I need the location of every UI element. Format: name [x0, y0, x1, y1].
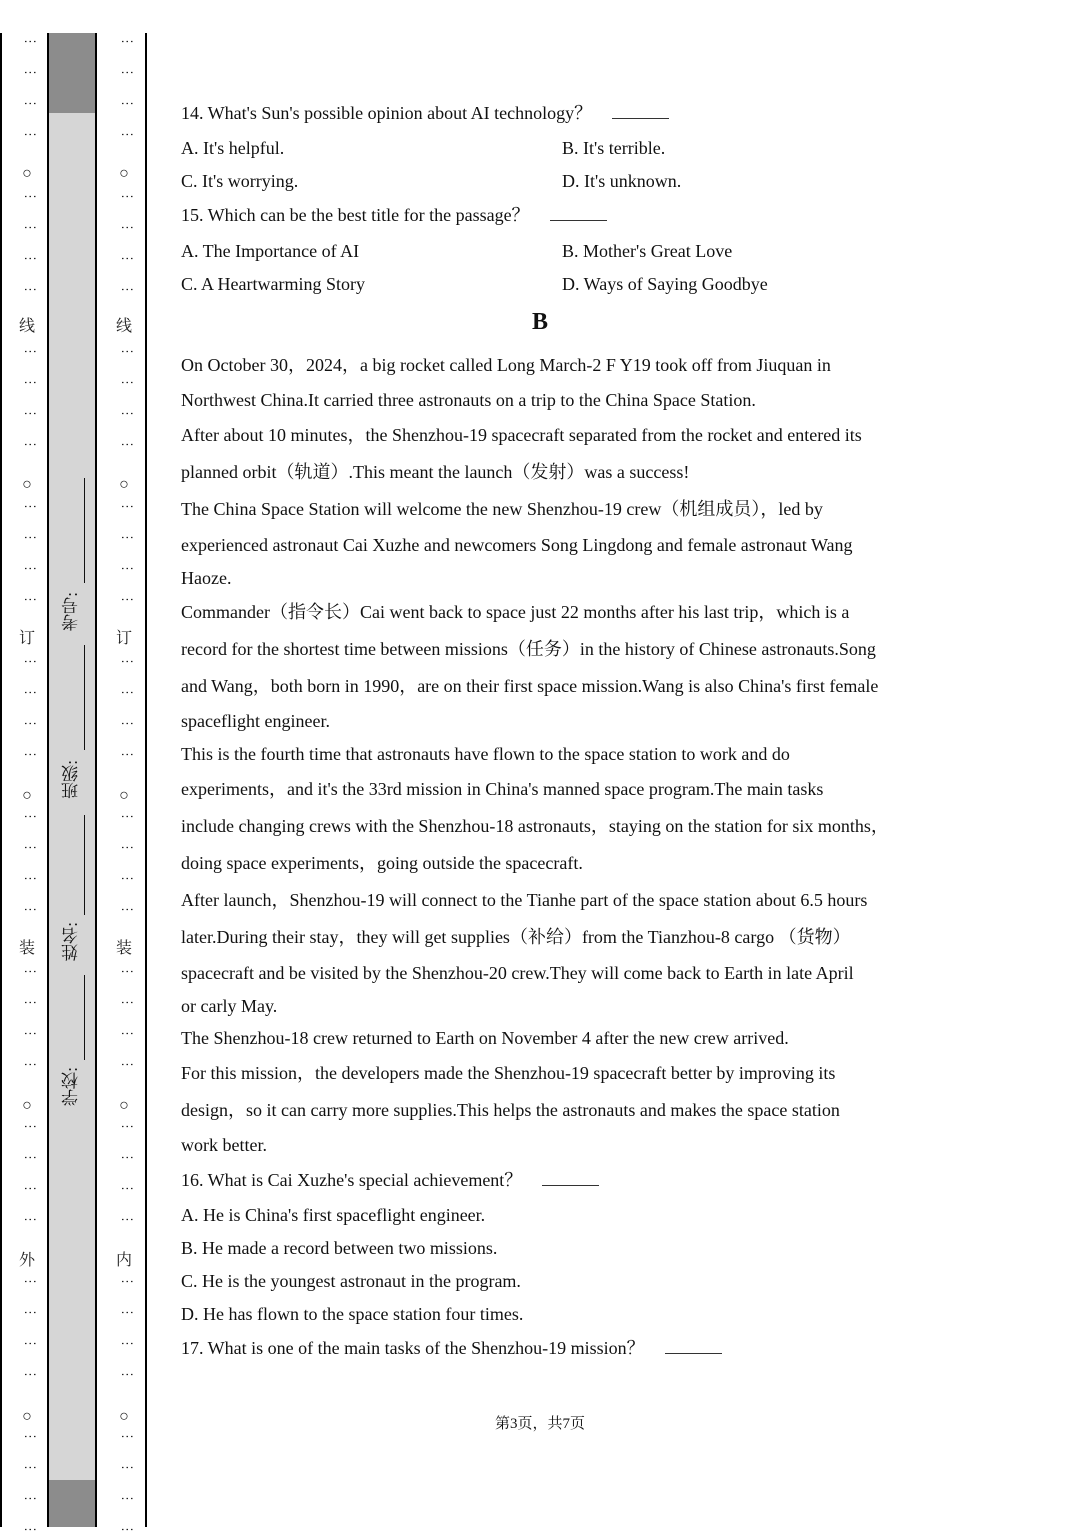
page-footer: 第3页，共7页	[494, 1416, 585, 1432]
cut-line-dots: ⋮	[23, 283, 38, 294]
cut-line-dots: ⋮	[23, 438, 38, 449]
cut-line-dots: ⋮	[23, 66, 38, 77]
outer-label: 线	[18, 318, 35, 335]
cut-line-dots: ⋮	[120, 841, 135, 852]
passage-line: work better.	[181, 1135, 267, 1155]
binding-hole-icon: ○	[114, 787, 134, 805]
binding-hole-icon: ○	[114, 1408, 134, 1426]
passage-line: design，so it can carry more supplies.This helps the astronauts and makes the space station	[181, 1100, 840, 1120]
cut-line-dots: ⋮	[120, 1337, 135, 1348]
cut-line-dots: ⋮	[23, 407, 38, 418]
inner-label: 线	[115, 318, 132, 335]
cut-line-dots: ⋮	[120, 965, 135, 976]
cut-line-dots: ⋮	[120, 903, 135, 914]
cut-line-dots: ⋮	[23, 1337, 38, 1348]
question-16	[181, 1169, 599, 1191]
cut-line-dots: ⋮	[120, 1182, 135, 1193]
band-top-block	[49, 33, 95, 113]
cut-line-dots: ⋮	[23, 965, 38, 976]
passage-line: spacecraft and be visited by the Shenzhou-20 crew.They will come back to Earth in late April	[181, 963, 854, 983]
cut-line-dots: ⋮	[23, 1461, 38, 1472]
answer-blank-17[interactable]	[665, 1339, 722, 1354]
option-15b: B. Mother's Great Love	[562, 241, 733, 261]
band-bottom-block	[49, 1480, 95, 1527]
cut-line-dots: ⋮	[23, 748, 38, 759]
passage-line: and Wang，both born in 1990，are on their first space mission.Wang is also China's first female	[181, 676, 879, 696]
option-14c: C. It's worrying.	[181, 171, 299, 191]
inner-label: 装	[115, 940, 132, 957]
margin-outer-border	[0, 33, 2, 1527]
binding-hole-icon: ○	[114, 1097, 134, 1115]
inner-label: 内	[115, 1252, 132, 1269]
cut-line-dots: ⋮	[120, 376, 135, 387]
question-15	[181, 204, 607, 226]
cut-line-dots: ⋮	[23, 1182, 38, 1193]
school-input-line[interactable]	[84, 975, 85, 1060]
cut-line-dots: ⋮	[23, 1213, 38, 1224]
cut-line-dots: ⋮	[23, 717, 38, 728]
cut-line-dots: ⋮	[23, 872, 38, 883]
cut-line-dots: ⋮	[120, 345, 135, 356]
passage-line: After launch，Shenzhou-19 will connect to the Tianhe part of the space station about 6.5 hours	[181, 890, 868, 910]
cut-line-dots: ⋮	[120, 252, 135, 263]
option-16c: C. He is the youngest astronaut in the program.	[181, 1271, 521, 1291]
question-17	[181, 1337, 722, 1359]
cut-line-dots: ⋮	[120, 407, 135, 418]
cut-line-dots: ⋮	[120, 1368, 135, 1379]
name-input-line[interactable]	[84, 815, 85, 915]
margin-inner-border	[145, 33, 147, 1527]
cut-line-dots: ⋮	[120, 1275, 135, 1286]
passage-line: experiments，and it's the 33rd mission in China's manned space program.The main tasks	[181, 779, 824, 799]
cut-line-dots: ⋮	[23, 1120, 38, 1131]
question-16-text: 16. What is Cai Xuzhe's special achievement？	[181, 1170, 523, 1190]
answer-blank-14[interactable]	[612, 104, 669, 119]
passage-line: include changing crews with the Shenzhou-18 astronauts，staying on the station for six months，	[181, 816, 889, 836]
cut-line-dots: ⋮	[23, 190, 38, 201]
passage-line: After about 10 minutes，the Shenzhou-19 spacecraft separated from the rocket and entered its	[181, 425, 862, 445]
cut-line-dots: ⋮	[23, 97, 38, 108]
outer-label: 装	[18, 940, 35, 957]
passage-line: The China Space Station will welcome the new Shenzhou-19 crew（机组成员），led by	[181, 499, 823, 519]
field-school: 学校:	[62, 1067, 81, 1106]
cut-line-dots: ⋮	[120, 562, 135, 573]
question-15-text: 15. Which can be the best title for the passage？	[181, 205, 530, 225]
option-14a: A. It's helpful.	[181, 138, 285, 158]
cut-line-dots: ⋮	[23, 1492, 38, 1503]
inner-cut-line	[114, 33, 135, 1534]
binding-hole-icon: ○	[17, 1097, 37, 1115]
option-14d: D. It's unknown.	[562, 171, 682, 191]
cut-line-dots: ⋮	[120, 1523, 135, 1534]
cut-line-dots: ⋮	[23, 35, 38, 46]
cut-line-dots: ⋮	[23, 1523, 38, 1534]
answer-blank-15[interactable]	[550, 206, 607, 221]
binding-hole-icon: ○	[17, 165, 37, 183]
cut-line-dots: ⋮	[120, 97, 135, 108]
cut-line-dots: ⋮	[120, 190, 135, 201]
passage-line: Haoze.	[181, 568, 232, 588]
cut-line-dots: ⋮	[120, 66, 135, 77]
cut-line-dots: ⋮	[120, 996, 135, 1007]
cut-line-dots: ⋮	[23, 903, 38, 914]
outer-cut-line	[17, 33, 38, 1534]
cut-line-dots: ⋮	[120, 1461, 135, 1472]
field-exam-number: 考号:	[62, 592, 81, 631]
answer-blank-16[interactable]	[542, 1171, 599, 1186]
passage-line: Northwest China.It carried three astronauts on a trip to the China Space Station.	[181, 390, 756, 410]
passage-line: doing space experiments，going outside the spacecraft.	[181, 853, 583, 873]
passage-line: spaceflight engineer.	[181, 711, 330, 731]
passage-line: or carly May.	[181, 996, 278, 1016]
question-14-text: 14. What's Sun's possible opinion about AI technology？	[181, 103, 593, 123]
passage-line: Commander（指令长）Cai went back to space just 22 months after his last trip，which is a	[181, 602, 850, 622]
option-16a: A. He is China's first spaceflight engineer.	[181, 1205, 486, 1225]
option-15c: C. A Heartwarming Story	[181, 274, 365, 294]
cut-line-dots: ⋮	[120, 1306, 135, 1317]
cut-line-dots: ⋮	[23, 810, 38, 821]
cut-line-dots: ⋮	[120, 1058, 135, 1069]
cut-line-dots: ⋮	[120, 438, 135, 449]
inner-label: 订	[115, 630, 132, 647]
cut-line-dots: ⋮	[23, 252, 38, 263]
binding-hole-icon: ○	[114, 476, 134, 494]
binding-hole-icon: ○	[17, 476, 37, 494]
cut-line-dots: ⋮	[23, 345, 38, 356]
cut-line-dots: ⋮	[120, 593, 135, 604]
cut-line-dots: ⋮	[23, 1151, 38, 1162]
cut-line-dots: ⋮	[23, 655, 38, 666]
cut-line-dots: ⋮	[120, 1027, 135, 1038]
section-title: B	[531, 309, 548, 335]
option-15a: A. The Importance of AI	[181, 241, 360, 261]
binding-hole-icon: ○	[17, 787, 37, 805]
cut-line-dots: ⋮	[120, 717, 135, 728]
passage-line: experienced astronaut Cai Xuzhe and newcomers Song Lingdong and female astronaut Wang	[181, 535, 853, 555]
outer-label: 订	[18, 630, 35, 647]
cut-line-dots: ⋮	[120, 1430, 135, 1441]
binding-hole-icon: ○	[114, 165, 134, 183]
passage-line: On October 30，2024，a big rocket called Long March-2 F Y19 took off from Jiuquan in	[181, 355, 831, 375]
cut-line-dots: ⋮	[23, 593, 38, 604]
cut-line-dots: ⋮	[120, 872, 135, 883]
cut-line-dots: ⋮	[120, 655, 135, 666]
cut-line-dots: ⋮	[120, 221, 135, 232]
outer-label: 外	[18, 1252, 35, 1269]
option-16b: B. He made a record between two missions.	[181, 1238, 498, 1258]
cut-line-dots: ⋮	[23, 1058, 38, 1069]
cut-line-dots: ⋮	[23, 1430, 38, 1441]
cut-line-dots: ⋮	[23, 1306, 38, 1317]
question-14	[181, 102, 669, 124]
field-name: 姓名:	[62, 922, 81, 961]
passage-line: The Shenzhou-18 crew returned to Earth on November 4 after the new crew arrived.	[181, 1028, 789, 1048]
cut-line-dots: ⋮	[23, 531, 38, 542]
cut-line-dots: ⋮	[23, 1275, 38, 1286]
cut-line-dots: ⋮	[120, 1492, 135, 1503]
cut-line-dots: ⋮	[23, 996, 38, 1007]
cut-line-dots: ⋮	[23, 221, 38, 232]
cut-line-dots: ⋮	[120, 810, 135, 821]
cut-line-dots: ⋮	[120, 35, 135, 46]
field-class: 班级:	[62, 760, 81, 799]
passage-line: record for the shortest time between missions（任务）in the history of Chinese astronauts.Song	[181, 639, 876, 659]
option-15d: D. Ways of Saying Goodbye	[562, 274, 768, 294]
passage-line: later.During their stay，they will get supplies（补给）from the Tianzhou-8 cargo （货物）	[181, 927, 851, 947]
cut-line-dots: ⋮	[120, 1151, 135, 1162]
option-14b: B. It's terrible.	[562, 138, 666, 158]
cut-line-dots: ⋮	[23, 376, 38, 387]
cut-line-dots: ⋮	[120, 1213, 135, 1224]
passage-line: This is the fourth time that astronauts have flown to the space station to work and do	[181, 744, 790, 764]
exam-number-input-line[interactable]	[84, 478, 85, 583]
cut-line-dots: ⋮	[23, 1368, 38, 1379]
option-16d: D. He has flown to the space station four times.	[181, 1304, 524, 1324]
passage-line: planned orbit（轨道）.This meant the launch（发射）was a success!	[181, 462, 690, 482]
cut-line-dots: ⋮	[23, 128, 38, 139]
cut-line-dots: ⋮	[120, 1120, 135, 1131]
cut-line-dots: ⋮	[120, 748, 135, 759]
passage-line: For this mission，the developers made the Shenzhou-19 spacecraft better by improving its	[181, 1063, 836, 1083]
cut-line-dots: ⋮	[23, 841, 38, 852]
cut-line-dots: ⋮	[120, 686, 135, 697]
cut-line-dots: ⋮	[23, 562, 38, 573]
cut-line-dots: ⋮	[120, 128, 135, 139]
binding-hole-icon: ○	[17, 1408, 37, 1426]
cut-line-dots: ⋮	[120, 531, 135, 542]
cut-line-dots: ⋮	[23, 1027, 38, 1038]
cut-line-dots: ⋮	[120, 500, 135, 511]
cut-line-dots: ⋮	[23, 500, 38, 511]
class-input-line[interactable]	[84, 645, 85, 750]
cut-line-dots: ⋮	[120, 283, 135, 294]
question-17-text: 17. What is one of the main tasks of the Shenzhou-19 mission？	[181, 1338, 645, 1358]
cut-line-dots: ⋮	[23, 686, 38, 697]
